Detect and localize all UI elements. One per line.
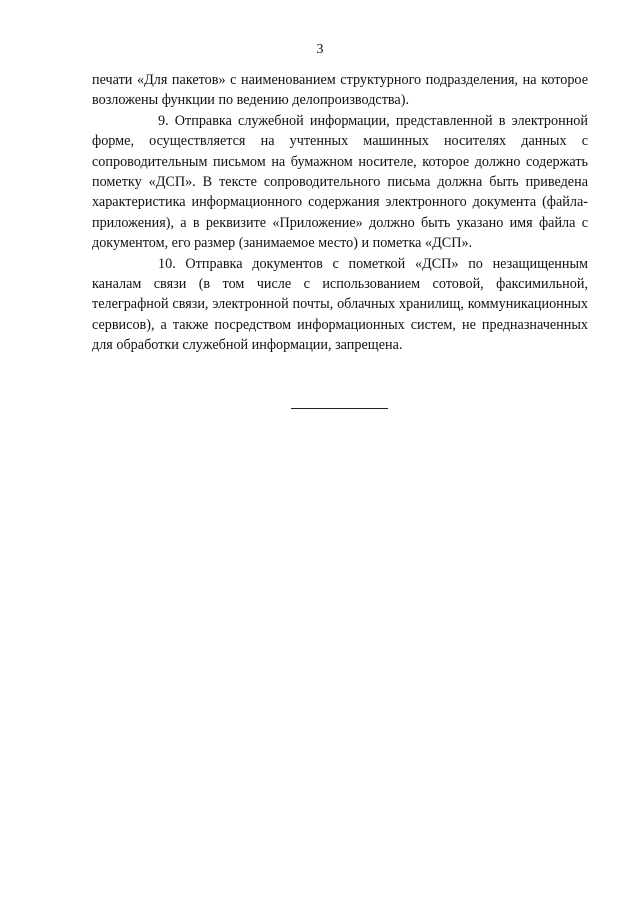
paragraph-item-10: 10. Отправка документов с пометкой «ДСП» по незащищенным каналам связи (в том числе с использованием сотовой, факсимильной, телеграфной связи, электронной почты, облачных хранилищ, коммуникационных сервисов), а также посредством информационных систем, не предназначенных для обработки служебной информации, запрещена. — [92, 255, 588, 354]
paragraph-continuation: печати «Для пакетов» с наименованием структурного подразделения, на которое возложены функции по ведению делопроизводства). — [92, 72, 588, 109]
end-of-text-rule — [291, 408, 388, 409]
document-body — [92, 70, 588, 356]
page-number: 3 — [316, 42, 324, 57]
paragraph-item-9: 9. Отправка служебной информации, представленной в электронной форме, осуществляется на учтенных машинных носителях данных с сопроводительным письмом на бумажном носителе, которое должно содержать пометку «ДСП». В тексте сопроводительного письма должна быть приведена характеристика информационного содержания электронного документа (файла-приложения), а в реквизите «Приложение» должно быть указано имя файла с документом, его размер (занимаемое место) и пометка «ДСП». — [92, 112, 588, 252]
